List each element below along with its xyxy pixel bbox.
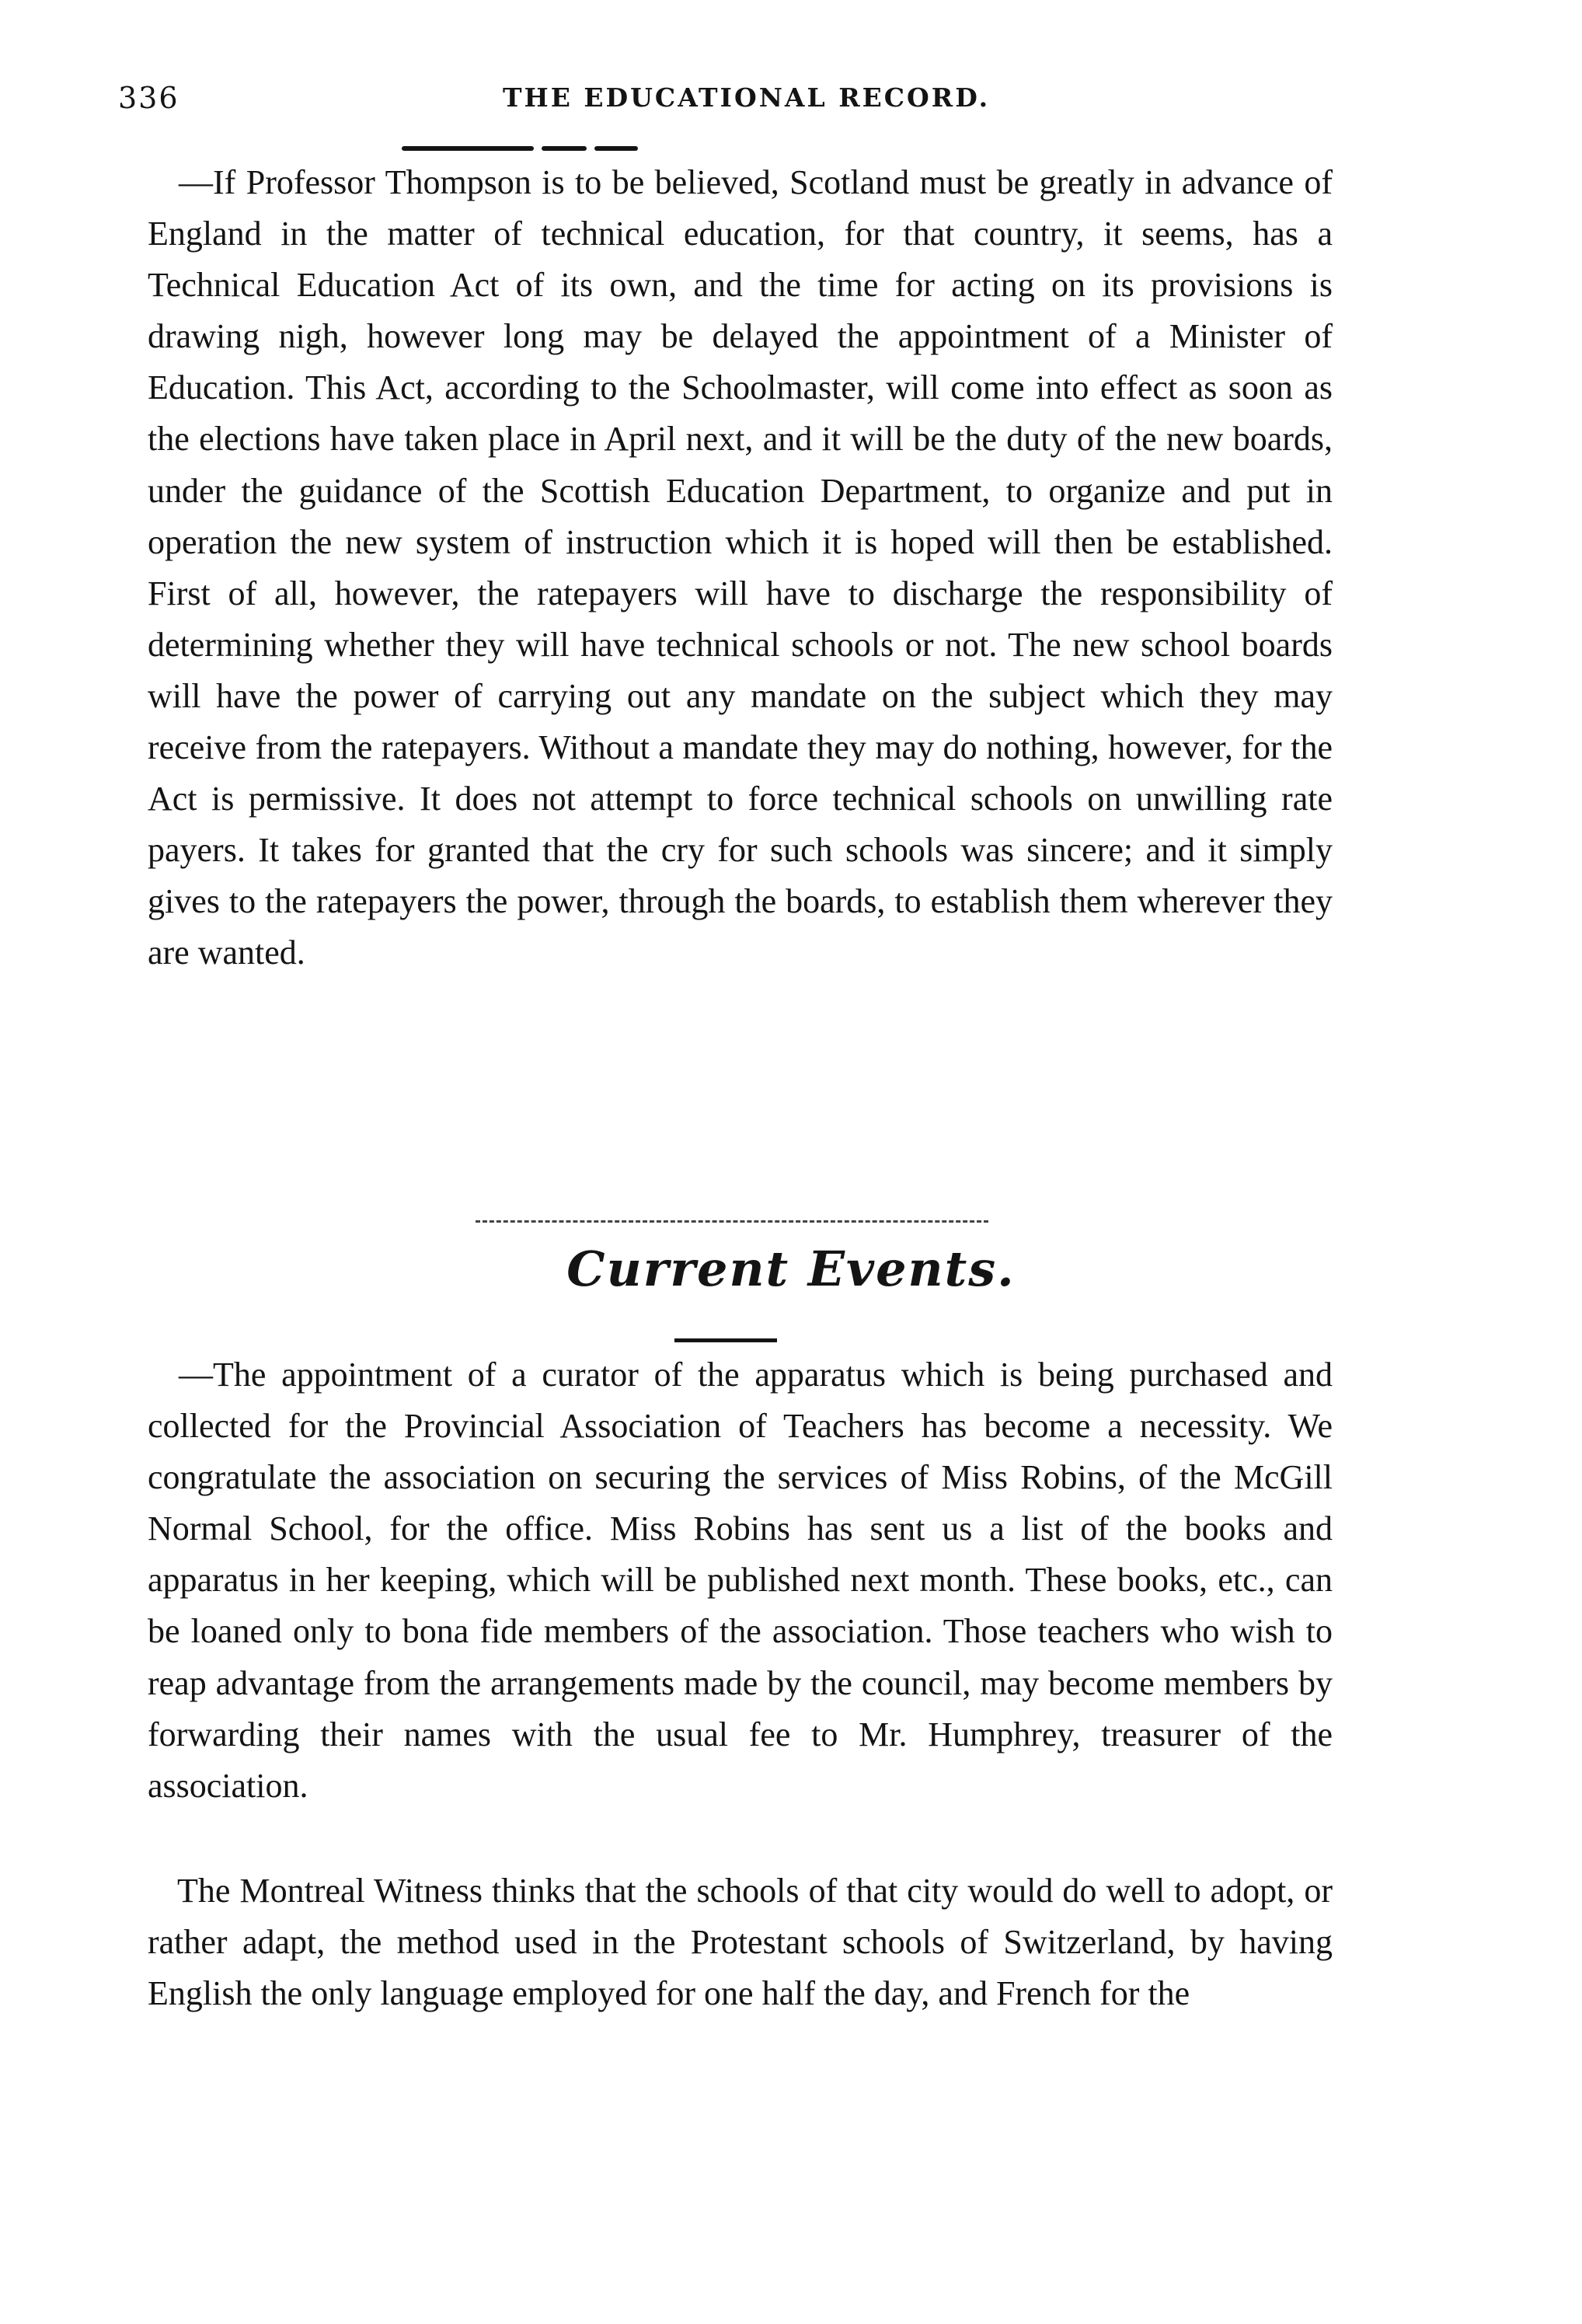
article-technical-education: —If Professor Thompson is to be believed, Scotland must be greatly in advance of England in the matter of technical education, for that country, it seems, has a Technical Education Act of its own, and the time for acting on its provisions is drawing nigh, however long may be delayed the appointment of a Minister of Education. This Act, according to the Schoolmaster, will come into effect as soon as the elections have taken place in April next, and it will be the duty of the new boards, under the guidance of the Scottish Education Department, to organize and put in operation the new system of instruction which it is hoped will then be established. First of all, however, the ratepayers will have to discharge the responsibility of determining whether they will have technical schools or not. The new school boards will have the power of carrying out any mandate on the subject which they may receive from the ratepayers. Without a mandate they may do nothing, however, for the Act is permissive. It does not attempt to force technical schools on unwilling rate payers. It takes for granted that the cry for such schools was sincere; and it simply gives to the ratepayers the power, through the boards, to establish them wherever they are wanted.: [148, 163, 1333, 972]
page-header: [118, 81, 1374, 127]
running-head: THE EDUCATIONAL RECORD.: [503, 82, 991, 113]
article-curator-appointment: —The appointment of a curator of the apparatus which is being purchased and collected for the Provincial Association of Teachers has become a necessity. We congratulate the association on securing the services of Miss Robins, of the McGill Normal School, for the office. Miss Robins has sent us a list of the books and apparatus in her keeping, which will be published next month. These books, etc., can be loaned only to bona fide members of the association. Those teachers who wish to reap advantage from the arrangements made by the council, may become members by forwarding their names with the usual fee to Mr. Humphrey, treasurer of the association.: [148, 1356, 1333, 1805]
article-montreal-witness: The Montreal Witness thinks that the schools of that city would do well to adopt, or rather adapt, the method used in the Protestant schools of Switzerland, by having English the only language employed for one half the day, and French for the: [148, 1872, 1333, 2013]
title-underline: [674, 1338, 777, 1342]
page-number: 336: [118, 81, 179, 115]
section-divider: [476, 1220, 988, 1223]
section-title: Current Events.: [566, 1241, 1016, 1297]
